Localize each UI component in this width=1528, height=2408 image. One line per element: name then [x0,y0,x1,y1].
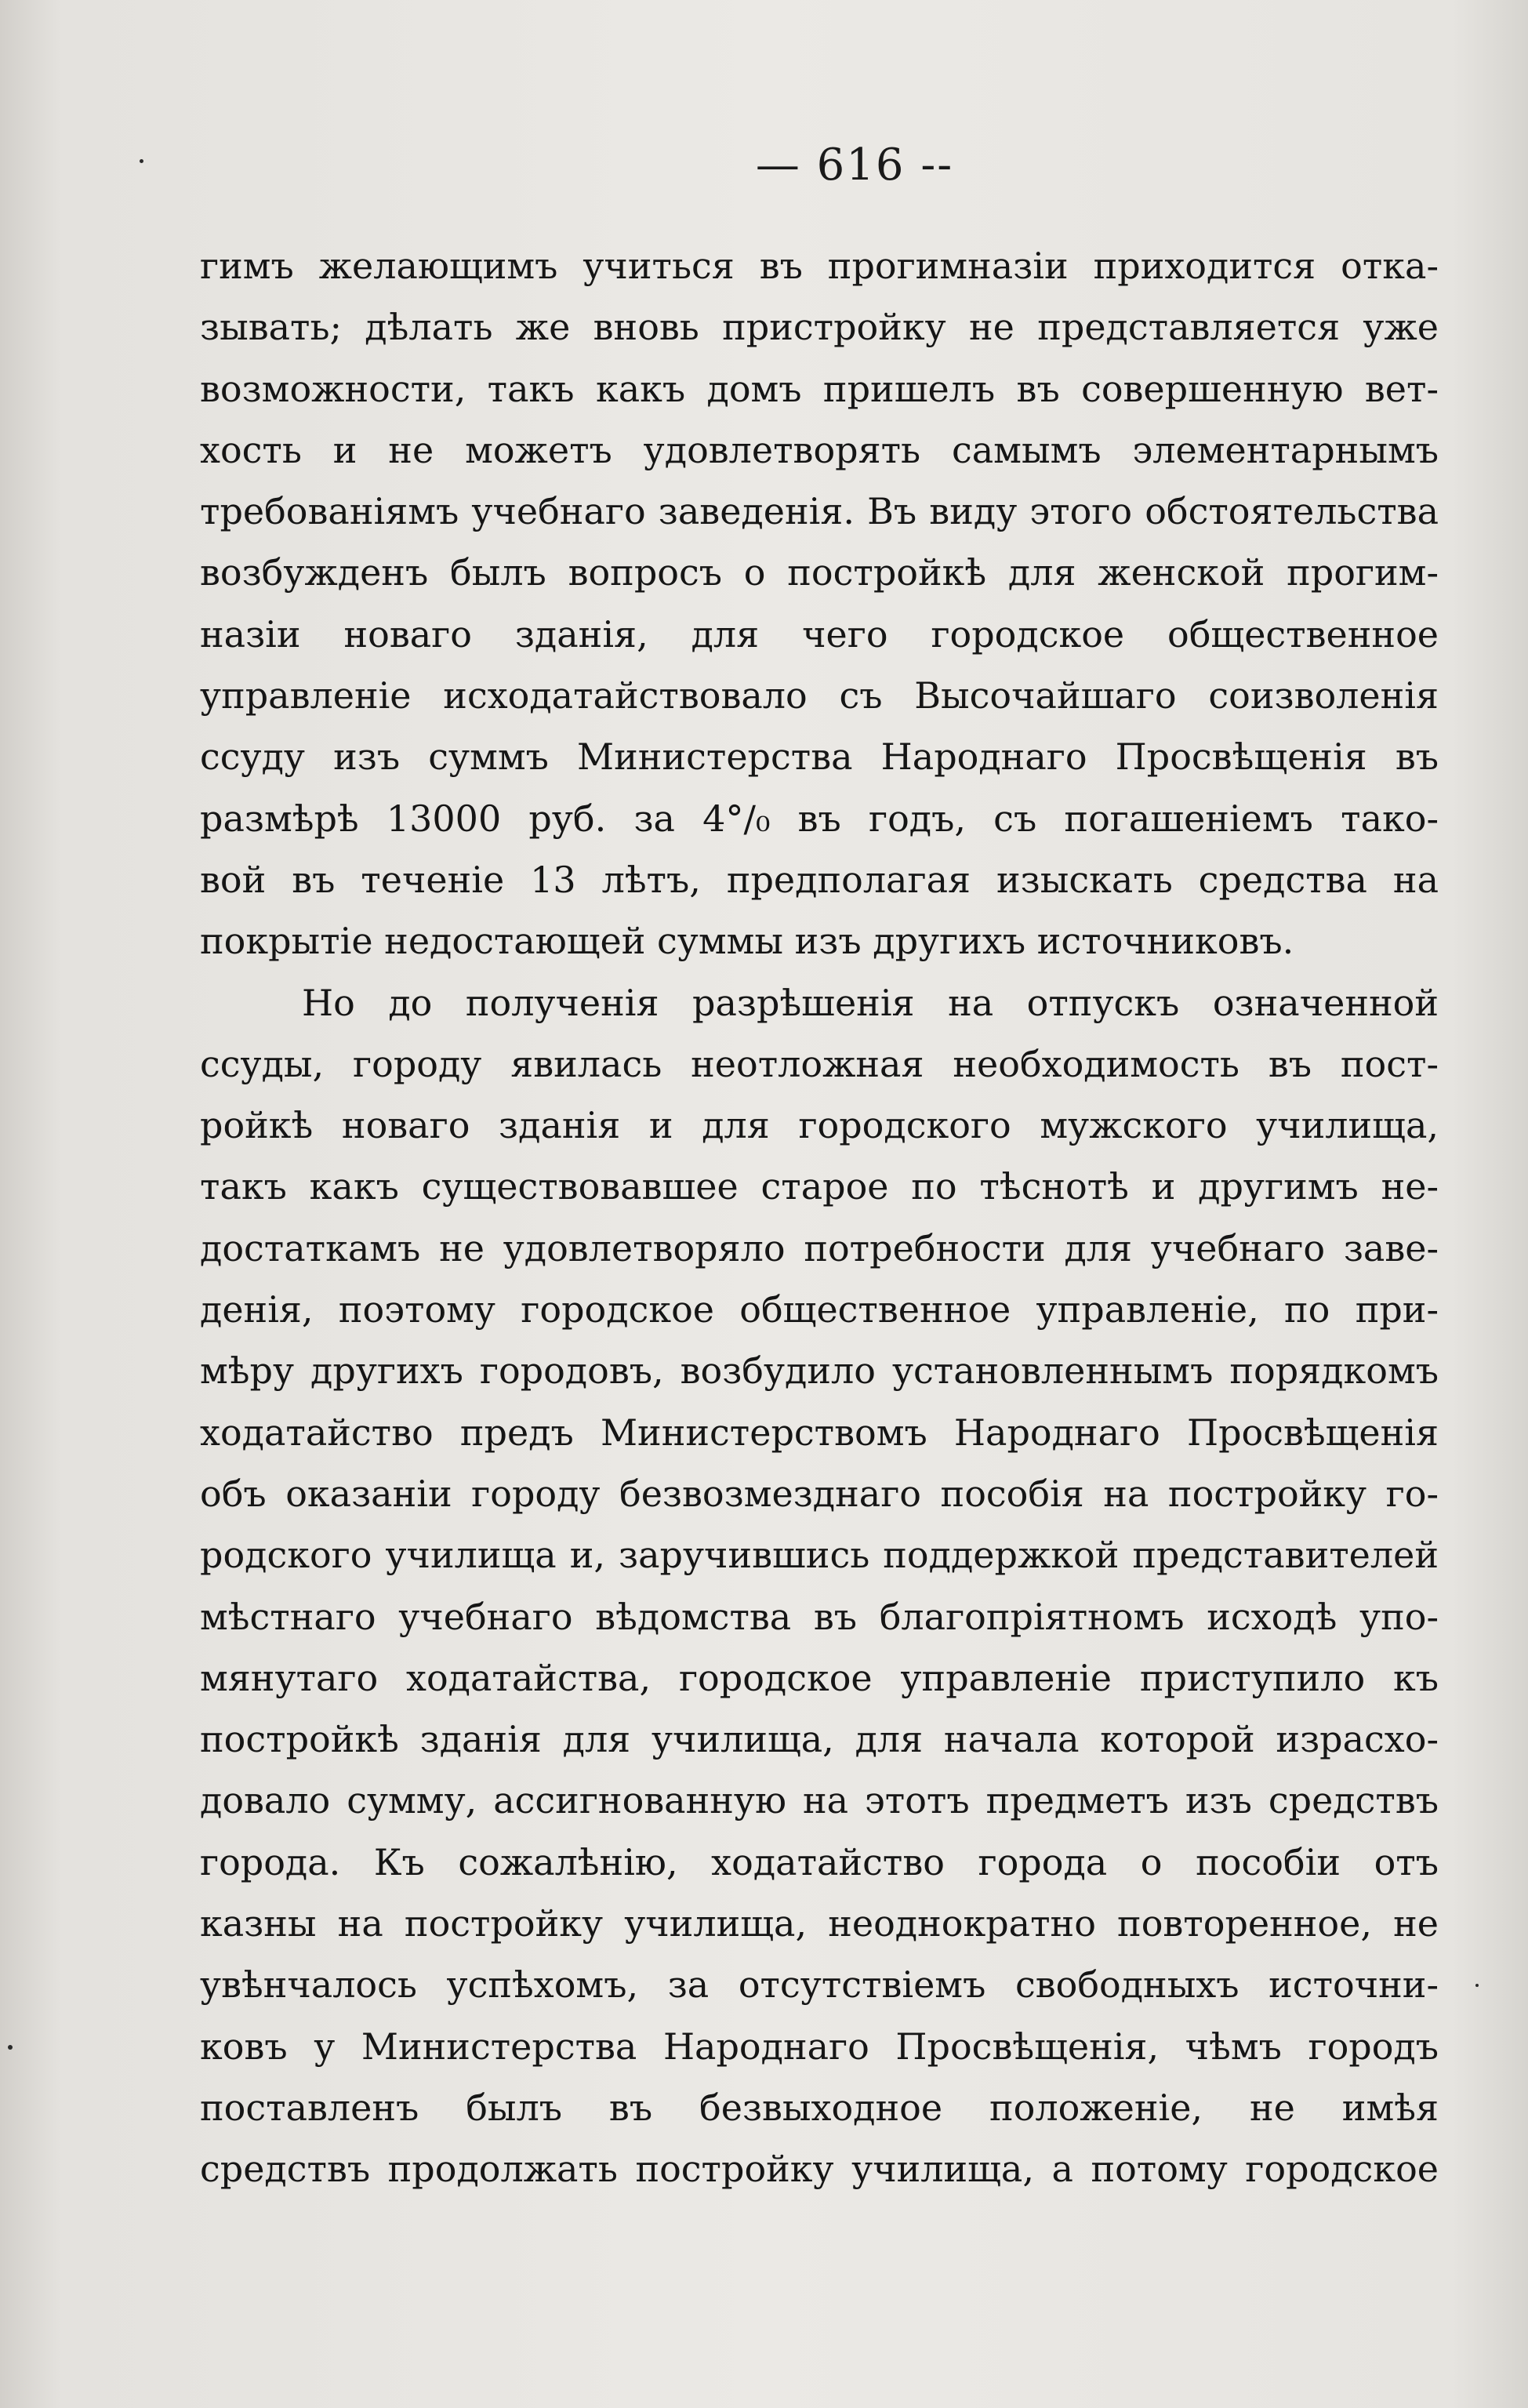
text-line: города. Къ сожалѣнію, ходатайство города о пособіи отъ [200,1840,1439,1883]
text-line: достаткамъ не удовлетворяло потребности для учебнаго заве- [200,1226,1439,1269]
ink-speck [1475,1984,1479,1987]
text-line: денія, поэтому городское общественное управленіе, по при- [200,1288,1439,1331]
text-line: вой въ теченіе 13 лѣтъ, предполагая изыскать средства на [200,858,1439,901]
text-line: зывать; дѣлать же вновь пристройку не представляется уже [200,306,1439,349]
text-line: мѣру другихъ городовъ, возбудило установленнымъ порядкомъ [200,1349,1439,1393]
page-number: — 616 -- [755,140,954,191]
text-line: ссуды, городу явилась неотложная необходимость въ пост- [200,1042,1439,1085]
text-line: возбужденъ былъ вопросъ о постройкѣ для женской прогим- [200,551,1439,594]
text-line: довало сумму, ассигнованную на этотъ предметъ изъ средствъ [200,1779,1439,1822]
paragraph-2 [200,972,1439,2200]
text-line: назіи новаго зданія, для чего городское общественное [200,612,1439,656]
text-line: объ оказаніи городу безвозмезднаго пособія на постройку го- [200,1472,1439,1515]
text-line: покрытіе недостающей суммы изъ другихъ источниковъ. [200,920,1294,963]
text-line: такъ какъ существовавшее старое по тѣснотѣ и другимъ не- [200,1165,1439,1208]
text-line: мянутаго ходатайства, городское управленіе приступило къ [200,1656,1439,1699]
text-line: увѣнчалось успѣхомъ, за отсутствіемъ свободныхъ источни- [200,1963,1439,2007]
text-line: ходатайство предъ Министерствомъ Народнаго Просвѣщенія [200,1411,1439,1454]
ink-speck [8,2045,13,2050]
text-line: постройкѣ зданія для училища, для начала которой израсхо- [200,1718,1439,1761]
text-line: родского училища и, заручившись поддержкой представителей [200,1534,1439,1577]
text-line: требованіямъ учебнаго заведенія. Въ виду этого обстоятельства [200,490,1439,533]
text-line: хость и не можетъ удовлетворять самымъ элементарнымъ [200,428,1439,471]
text-line: размѣрѣ 13000 руб. за 4°/₀ въ годъ, съ погашеніемъ тако- [200,797,1439,840]
text-line: казны на постройку училища, неоднократно повторенное, не [200,1902,1439,1945]
text-line: гимъ желающимъ учиться въ прогимназіи приходится отка- [200,245,1439,287]
text-line: управленіе исходатайствовало съ Высочайшаго соизволенія [200,674,1439,717]
text-line: возможности, такъ какъ домъ пришелъ въ совершенную вет- [200,367,1439,410]
text-line: средствъ продолжать постройку училища, а потому городское [200,2148,1439,2191]
text-line: Но до полученія разрѣшенія на отпускъ означенной [302,981,1439,1024]
paragraph-1 [200,235,1439,972]
text-line: ковъ у Министерства Народнаго Просвѣщенія, чѣмъ городъ [200,2025,1439,2068]
text-line: мѣстнаго учебнаго вѣдомства въ благопріятномъ исходѣ упо- [200,1595,1439,1638]
text-line: ссуду изъ суммъ Министерства Народнаго Просвѣщенія въ [200,735,1439,779]
ink-speck [140,159,143,163]
body-text [200,235,1439,2200]
text-line: поставленъ былъ въ безвыходное положеніе, не имѣя [200,2086,1439,2129]
text-line: ройкѣ новаго зданія и для городского мужского училища, [200,1104,1439,1147]
